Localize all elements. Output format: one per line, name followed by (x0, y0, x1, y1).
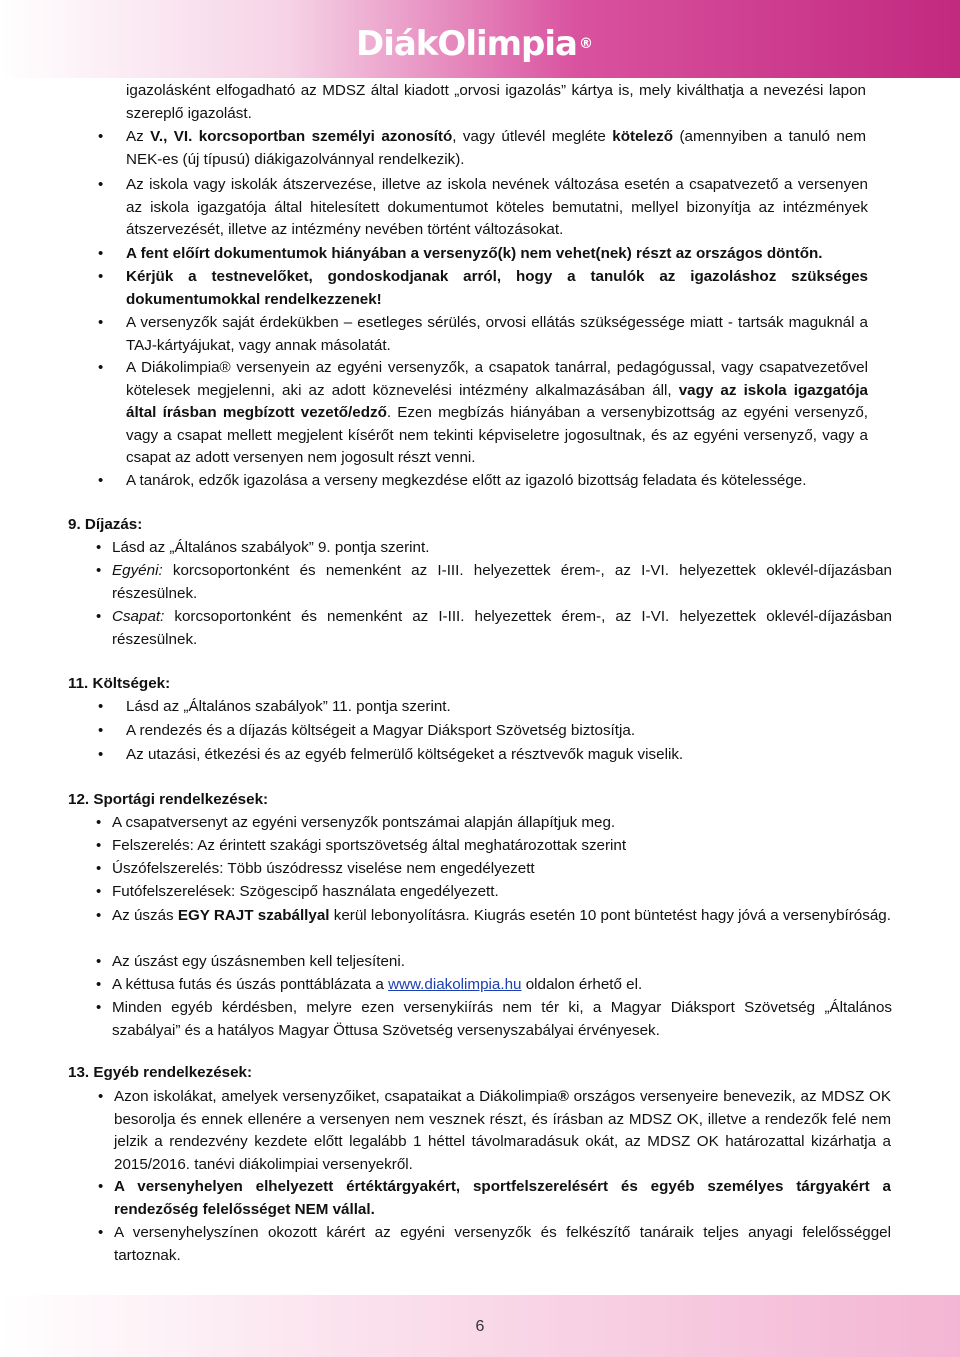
list-item-one-stroke: • Az úszást egy úszásnemben kell teljesíteni. (112, 951, 892, 974)
list-item-equipment: • Felszerelés: Az érintett szakági sportszövetség által meghatározottak szerint (112, 835, 892, 858)
section-heading-other-provisions: 13. Egyéb rendelkezések: (68, 1064, 253, 1081)
diakolimpia-logo: DiákOlimpia ® (355, 24, 592, 64)
list-item-prizes-individual: • Egyéni: korcsoportonként és nemenként az I-III. helyezettek érem-, az I-VI. helyezettek oklevél-díjazásban részesülnek. (112, 560, 892, 605)
list-item-valuables: • A versenyhelyen elhelyezett értéktárgyakért, sportfelszerelésért és egyéb személyes tárgyakért a rendezőség felelősséget NEM vállal. (114, 1176, 891, 1221)
paragraph-continuation: igazolásként elfogadható az MDSZ által kiadott „orvosi igazolás” kártya is, mely kiválthatja a nevezési lapon szereplő igazolást. (126, 82, 866, 122)
list-item-missing-documents: • A fent előírt dokumentumok hiányában a versenyző(k) nem vehet(nek) részt az országos döntőn. (126, 243, 868, 266)
section-heading-costs: 11. Költségek: (68, 675, 171, 692)
list-item-run-equipment: • Futófelszerelések: Szögescipő használata engedélyezett. (112, 881, 892, 904)
list-item-costs-general: • Lásd az „Általános szabályok” 11. pontja szerint. (126, 696, 866, 719)
list-item-request-teachers: • Kérjük a testnevelőket, gondoskodjanak arról, hogy a tanulók az igazoláshoz szükséges dokumentumokkal rendelkezzenek! (126, 266, 868, 311)
list-item-swim-equipment: • Úszófelszerelés: Több úszódressz viselése nem engedélyezett (112, 858, 892, 881)
page-header (0, 0, 960, 78)
list-item-reorganization: • Az iskola vagy iskolák átszervezése, illetve az iskola nevének változása esetén a csapatvezető a versenyen az iskola igazgatója által hitelesített dokumentumot köteles bemutatni, mellyel bizonyítja az intézmények átszervezését, illetve az intézmény nevében történt változásokat. (126, 174, 868, 242)
list-item-exclusion: • Azon iskolákat, amelyek versenyzőiket, csapataikat a Diákolimpia® országos versenyeire benevezik, az MDSZ OK besorolja és ennek ellenére a versenyen nem vesznek részt, és írásban az MDSZ OK, illetve a rendezők felé nem jelzik a rendezvény kezdete előtt legalább 1 héttel távolmaradásuk okát, az MDSZ OK határozattal kizárhatja a 2015/2016. tanévi diákolimpiai versenyekről. (114, 1086, 891, 1176)
list-item-points-table: • A kéttusa futás és úszás ponttáblázata a www.diakolimpia.hu oldalon érhető el. (112, 974, 892, 997)
section-heading-prizes: 9. Díjazás: (68, 516, 143, 533)
page-number: 6 (475, 1318, 485, 1335)
list-item-costs-travel: • Az utazási, étkezési és az egyéb felmerülő költségeket a résztvevők maguk viselik. (126, 744, 866, 767)
list-item-team-leader: • A Diákolimpia® versenyein az egyéni versenyzők, a csapatok tanárral, pedagógussal, vagy csapatvezetővel kötelesek megjelenni, aki az adott köznevelési intézmény alkalmazásában áll, vagy az iskola igazgatója által írásban megbízott vezető/edző. Ezen megbízás hiányában a versenybizottság az egyéni versenyző, vagy a csapat mellett megjelent kísérőt nem tekinti képviseletre jogosultnak, és az egyéni versenyző, vagy a csapat az adott versenyen nem jogosult részt venni. (126, 357, 868, 470)
list-item-teacher-verification: • A tanárok, edzők igazolása a verseny megkezdése előtt az igazoló bizottság feladata és kötelessége. (126, 470, 868, 493)
list-item-prizes-general: • Lásd az „Általános szabályok” 9. pontja szerint. (112, 537, 892, 560)
list-item-damages: • A versenyhelyszínen okozott kárért az egyéni versenyzők és felkészítő tanáraik teljes anyagi felelősséggel tartoznak. (114, 1222, 891, 1267)
list-item-id-requirement: • Az V., VI. korcsoportban személyi azonosító, vagy útlevél megléte kötelező (amennyiben a tanuló nem NEK-es (új típusú) diákigazolvánnyal rendelkezik). (126, 126, 866, 171)
list-item-prizes-team: • Csapat: korcsoportonként és nemenként az I-III. helyezettek érem-, az I-VI. helyezettek oklevél-díjazásban részesülnek. (112, 606, 892, 651)
list-item-taj-card: • A versenyzők saját érdekükben – esetleges sérülés, orvosi ellátás szükségessége miatt - tartsák maguknál a TAJ-kártyájukat, vagy annak másolatát. (126, 312, 868, 357)
list-item-other-questions: • Minden egyéb kérdésben, melyre ezen versenykiírás nem tér ki, a Magyar Diáksport Szövetség „Általános szabályai” és a hatályos Magyar Öttusa Szövetség versenyszabályai érvényesek. (112, 997, 892, 1042)
diakolimpia-link[interactable]: www.diakolimpia.hu (388, 976, 522, 993)
list-item-costs-organizer: • A rendezés és a díjazás költségeit a Magyar Diáksport Szövetség biztosítja. (126, 720, 866, 743)
list-item-one-start-rule: • Az úszás EGY RAJT szabállyal kerül lebonyolításra. Kiugrás esetén 10 pont büntetést hagy jóvá a versenybíróság. (112, 905, 892, 928)
section-heading-sport-rules: 12. Sportági rendelkezések: (68, 791, 269, 808)
list-item-team-scoring: • A csapatversenyt az egyéni versenyzők pontszámai alapján állapítjuk meg. (112, 812, 892, 835)
